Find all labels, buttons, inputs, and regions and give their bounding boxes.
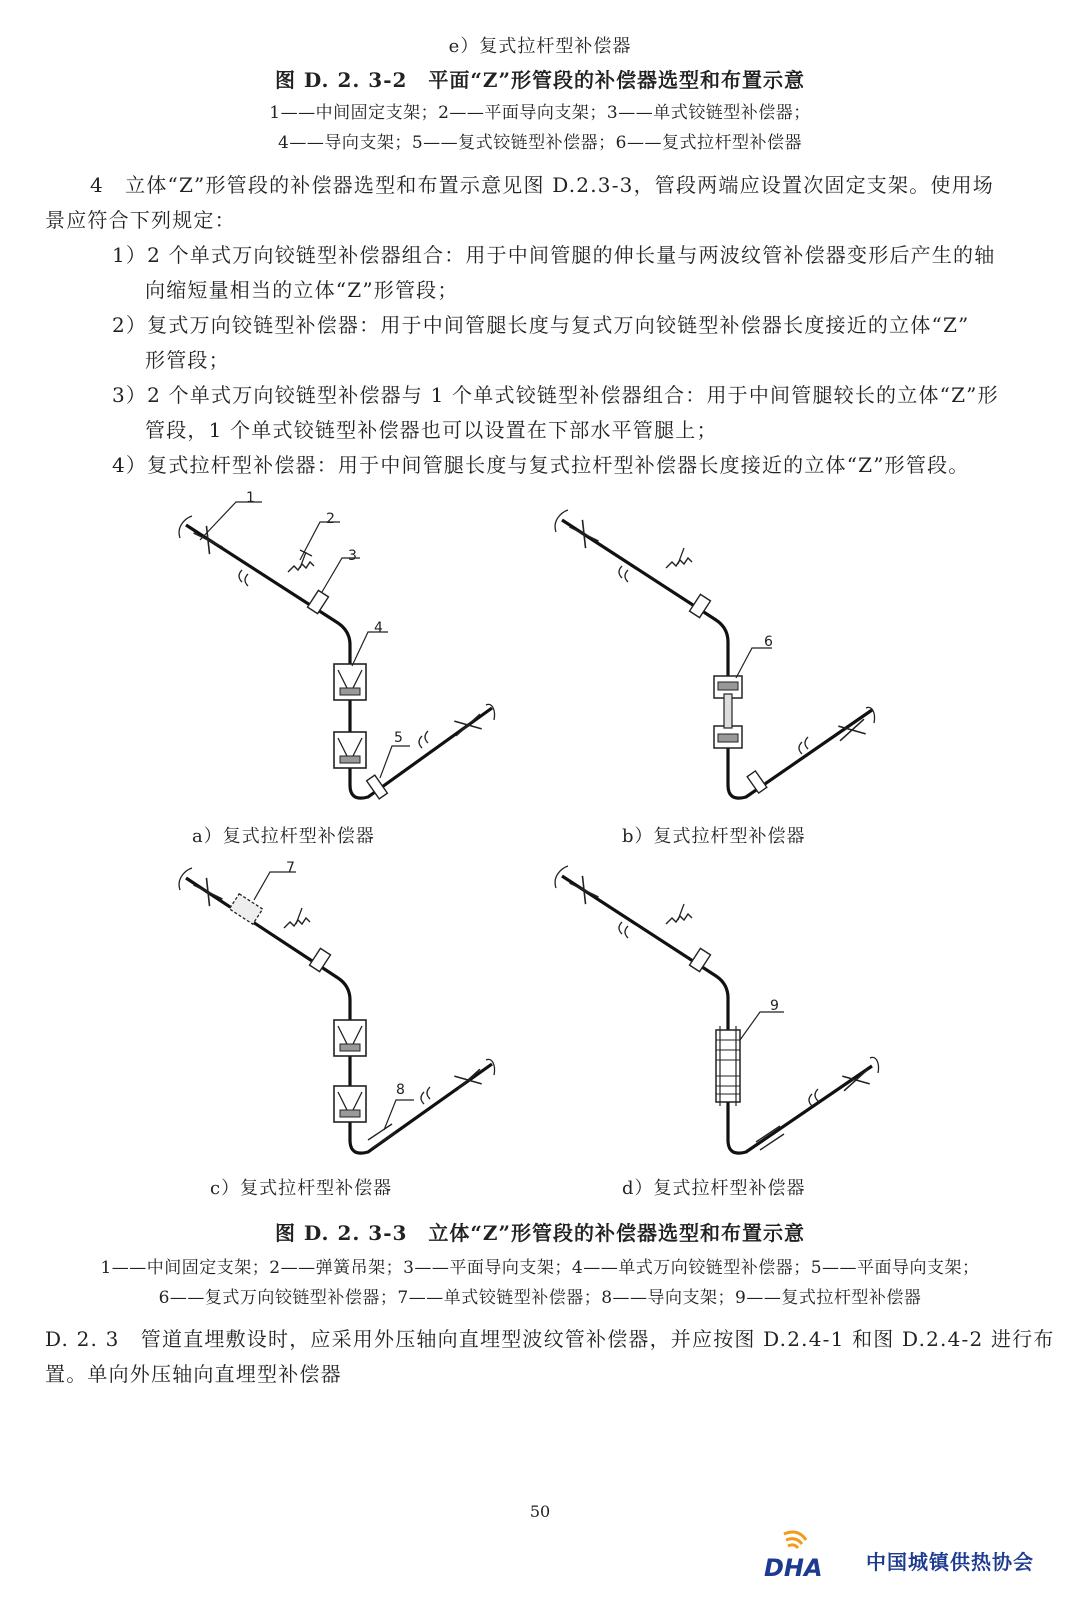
callout-5: 5 (394, 730, 403, 746)
legend-line2: 6——复式万向铰链型补偿器；7——单式铰链型补偿器；8——导向支架；9——复式拉杆型补偿器 (158, 1288, 922, 1308)
legend-line1: 1——中间固定支架；2——弹簧吊架；3——平面导向支架；4——单式万向铰链型补偿器；5——平面导向支架； (100, 1258, 980, 1278)
section-d23-line1: D. 2. 3 管道直埋敷设时，应采用外压轴向直埋型波纹管补偿器，并应按图 D.2.4-1 和图 D.2.4-2 进行布 (45, 1327, 1055, 1351)
panel-c (179, 860, 494, 1153)
panel-d (555, 866, 878, 1153)
page-number: 50 (529, 1502, 551, 1521)
subcaption-c: c）复式拉杆型补偿器 (210, 1178, 393, 1199)
section-d23-line2: 置。单向外压轴向直埋型补偿器 (45, 1362, 342, 1386)
callout-2: 2 (326, 511, 335, 527)
legend-prev-line2: 4——导向支架；5——复式铰链型补偿器；6——复式拉杆型补偿器 (278, 133, 802, 153)
dha-logo-icon (762, 1526, 858, 1582)
subcaption-b: b）复式拉杆型补偿器 (622, 826, 806, 847)
org-name: 中国城镇供热协会 (866, 1550, 1034, 1574)
subcaption-d: d）复式拉杆型补偿器 (622, 1178, 806, 1199)
panel-b (555, 510, 874, 798)
callout-4: 4 (374, 620, 383, 636)
callout-7: 7 (286, 860, 295, 876)
item-2-line1: 2）复式万向铰链型补偿器：用于中间管腿长度与复式万向铰链型补偿器长度接近的立体“Z” (112, 313, 970, 337)
figure-title-prev: 图 D. 2. 3-2 平面“Z”形管段的补偿器选型和布置示意 (274, 68, 806, 92)
callout-3: 3 (348, 548, 357, 564)
item-3-line2: 管段，1 个单式铰链型补偿器也可以设置在下部水平管腿上； (145, 418, 718, 442)
item-3-line1: 3）2 个单式万向铰链型补偿器与 1 个单式铰链型补偿器组合：用于中间管腿较长的立体“Z”形 (112, 383, 999, 407)
item-4-line1: 4）复式拉杆型补偿器：用于中间管腿长度与复式拉杆型补偿器长度接近的立体“Z”形管段。 (112, 453, 970, 477)
callout-1: 1 (246, 490, 255, 506)
callout-6: 6 (764, 634, 773, 650)
item-1-line1: 1）2 个单式万向铰链型补偿器组合：用于中间管腿的伸长量与两波纹管补偿器变形后产生的轴 (112, 243, 996, 267)
section4-line1: 4 立体“Z”形管段的补偿器选型和布置示意见图 D.2.3-3，管段两端应设置次固定支架。使用场 (90, 173, 994, 197)
figure-title: 图 D. 2. 3-3 立体“Z”形管段的补偿器选型和布置示意 (274, 1221, 806, 1245)
figure-subcaption-prev: e）复式拉杆型补偿器 (448, 36, 632, 57)
z-pipe-compensator-diagram (0, 480, 1080, 1220)
legend-prev-line1: 1——中间固定支架；2——平面导向支架；3——单式铰链型补偿器； (269, 103, 811, 123)
section4-line2: 景应符合下列规定： (45, 208, 236, 232)
dha-logo-text: DHA (764, 1554, 823, 1582)
callout-8: 8 (396, 1082, 405, 1098)
subcaption-a: a）复式拉杆型补偿器 (192, 826, 375, 847)
item-2-line2: 形管段； (145, 348, 230, 372)
item-1-line2: 向缩短量相当的立体“Z”形管段； (145, 278, 459, 302)
panel-a (179, 490, 494, 799)
footer-logo (762, 1526, 1062, 1586)
callout-9: 9 (770, 998, 779, 1014)
